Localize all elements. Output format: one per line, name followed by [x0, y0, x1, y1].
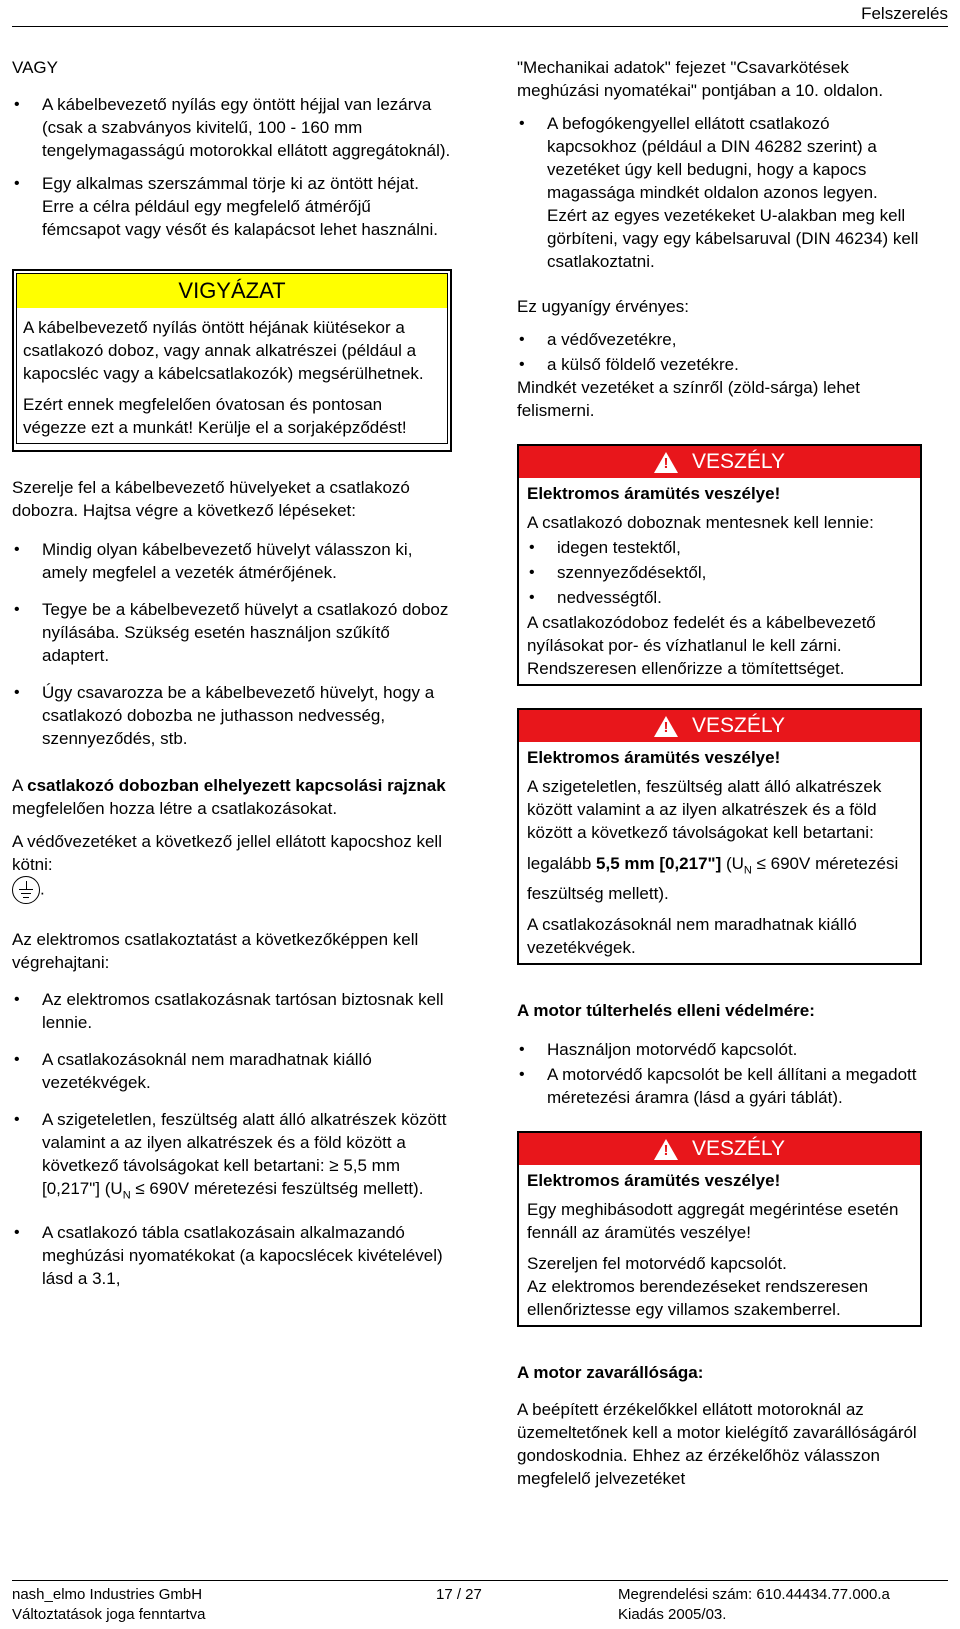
danger-box-1 [517, 444, 922, 686]
clamp-list [517, 112, 922, 273]
danger-title: VESZÉLY [692, 1137, 785, 1161]
footer-company: nash_elmo Industries GmbH [12, 1586, 203, 1603]
stall-paragraph: A beépített érzékelőkkel ellátott motoroknál az üzemeltetőnek kell a motor kielégítő zavarállóságáról gondoskodnia. Ehhez az érzékelőhöz válasszon megfelelő jelvezetéket [517, 1400, 917, 1489]
danger-box-3 [517, 1131, 922, 1327]
list-item: • Az elektromos csatlakozásnak tartósan biztosnak kell lennie. [12, 988, 452, 1034]
stall-heading: A motor zavarállósága: [517, 1363, 704, 1383]
danger-text: Egy meghibásodott aggregát megérintése esetén fennáll az áramütés veszélye! [527, 1200, 899, 1243]
valid-list [517, 328, 922, 376]
page-header [12, 0, 948, 27]
list-item: • Tegye be a kábelbevezető hüvelyt a csatlakozó doboz nyílásába. Szükség esetén használjon szűkítő adaptert. [12, 598, 452, 667]
page-footer [12, 1580, 948, 1623]
ground-icon [12, 876, 40, 904]
list-item: • szennyeződésektől, [527, 561, 912, 584]
mount-paragraph: Szerelje fel a kábelbevezető hüvelyeket a csatlakozó dobozra. Hajtsa végre a következő lépéseket: [12, 478, 410, 520]
warning-icon: ! [654, 1139, 678, 1160]
caution-text: A kábelbevezető nyílás öntött héjának kiütésekor a csatlakozó doboz, vagy annak alkatrészei (például a kapocsléc vagy a kábelcsatlakozók) megsérülhetnek. [23, 318, 424, 383]
overload-heading: A motor túlterhelés elleni védelmére: [517, 1001, 815, 1021]
danger-text: A csatlakozódoboz fedelét és a kábelbevezető nyílásokat por- és vízhatlanul le kell zárni. Rendszeresen ellenőrizze a tömítettséget. [527, 613, 876, 678]
footer-order: Megrendelési szám: 610.44434.77.000.a [618, 1586, 890, 1603]
danger-subtitle: Elektromos áramütés veszélye! [527, 484, 781, 503]
pe-paragraph: A védővezetéket a következő jellel ellátott kapocshoz kell kötni: . [12, 830, 452, 904]
mount-steps-list [12, 538, 452, 750]
caution-title: VIGYÁZAT [17, 274, 447, 308]
list-item: • Használjon motorvédő kapcsolót. [517, 1038, 922, 1061]
danger-title: VESZÉLY [692, 714, 785, 737]
list-item: • A szigeteletlen, feszültség alatt álló alkatrészek között valamint a az ilyen alkatrészek és a föld között a következő távolságokat kell betartani: ≥ 5,5 mm [0,217"] ($U_N \le 690V$ méretezési feszültség mellett). [12, 1108, 452, 1207]
danger-subtitle: Elektromos áramütés veszélye! [527, 748, 781, 767]
danger-title: VESZÉLY [692, 450, 785, 473]
danger-text: Szereljen fel motorvédő kapcsolót. [527, 1254, 787, 1274]
list-item: • a védővezetékre, [517, 328, 922, 351]
list-item: • Úgy csavarozza be a kábelbevezető hüvelyt, hogy a csatlakozó dobozba ne juthasson nedvesség, szennyeződés, stb. [12, 681, 452, 750]
warning-icon: ! [654, 452, 678, 473]
list-item: • Egy alkalmas szerszámmal törje ki az öntött héjat. Erre a célra például egy megfelelő átmérőjű fémcsapot vagy vésőt és kalapácsot lehet használni. [12, 172, 452, 241]
right-column [517, 56, 922, 1500]
left-column [12, 56, 452, 1300]
list-item: • A befogókengyellel ellátott csatlakozó kapcsokhoz (például a DIN 46282 szerint) a vezetéket úgy kell bedugni, hogy a kapocs magassága mindkét oldalon azonos legyen. Ezért az egyes vezetékeket U-alakban meg kell görbíteni, vagy egy kábelsaruval (DIN 46234) kell csatlakoztatni. [517, 112, 922, 273]
vagy-label: VAGY [12, 58, 58, 77]
list-item: • A csatlakozásoknál nem maradhatnak kiálló vezetékvégek. [12, 1048, 452, 1094]
caution-text: Ezért ennek megfelelően óvatosan és pontosan végezze ezt a munkát! Kerülje el a sorjaképződést! [23, 395, 407, 437]
danger-text: Az elektromos berendezéseket rendszeresen ellenőriztesse egy villamos szakemberrel. [527, 1277, 869, 1320]
caution-box [12, 269, 452, 452]
casting-list [12, 93, 452, 241]
electrical-paragraph: Az elektromos csatlakoztatást a következőképpen kell végrehajtani: [12, 930, 419, 972]
list-item: • Mindig olyan kábelbevezető hüvelyt válasszon ki, amely megfelel a vezeték átmérőjének. [12, 538, 452, 584]
warning-icon: ! [654, 716, 678, 737]
connection-paragraph: A csatlakozó dobozban elhelyezett kapcsolási rajznak megfelelően hozza létre a csatlakozásokat. [12, 776, 446, 818]
danger-subtitle: Elektromos áramütés veszélye! [527, 1171, 781, 1191]
section-title: Felszerelés [861, 4, 948, 23]
list-item: • nedvességtől. [527, 586, 912, 609]
danger-text: legalább 5,5 mm [0,217"] ($U_N \le 690V$ méretezési feszültség mellett). [527, 854, 899, 904]
page-number: 17 / 27 [436, 1586, 482, 1603]
electrical-list [12, 988, 452, 1290]
color-paragraph: Mindkét vezetéket a színről (zöld-sárga) lehet felismerni. [517, 378, 860, 420]
valid-paragraph: Ez ugyanígy érvényes: [517, 297, 689, 316]
list-item: • idegen testektől, [527, 536, 912, 559]
list-item: • A csatlakozó tábla csatlakozásain alkalmazandó meghúzási nyomatékokat (a kapocslécek kivételével) lásd a 3.1, [12, 1221, 452, 1290]
footer-rights: Változtatások joga fenntartva [12, 1606, 206, 1623]
danger-box-2 [517, 708, 922, 965]
overload-list [517, 1038, 922, 1109]
danger-text: A csatlakozó doboznak mentesnek kell lennie: [527, 513, 874, 532]
footer-issue: Kiadás 2005/03. [618, 1606, 727, 1623]
danger-list [527, 536, 912, 609]
list-item: • A motorvédő kapcsolót be kell állítani a megadott méretezési áramra (lásd a gyári táblát). [517, 1063, 922, 1109]
danger-text: A szigeteletlen, feszültség alatt álló alkatrészek között valamint a az ilyen alkatrészek és a föld között a következő távolságokat kell betartani: [527, 777, 882, 842]
list-item: • A kábelbevezető nyílás egy öntött héjjal van lezárva (csak a szabványos kivitelű, 100 - 160 mm tengelymagasságú motorokkal ellátott aggregátoknál). [12, 93, 452, 162]
list-item: • a külső földelő vezetékre. [517, 353, 922, 376]
continued-paragraph: "Mechanikai adatok" fejezet "Csavarkötések meghúzási nyomatékai" pontjában a 10. oldalon. [517, 58, 884, 100]
danger-text: A csatlakozásoknál nem maradhatnak kiálló vezetékvégek. [527, 915, 857, 958]
